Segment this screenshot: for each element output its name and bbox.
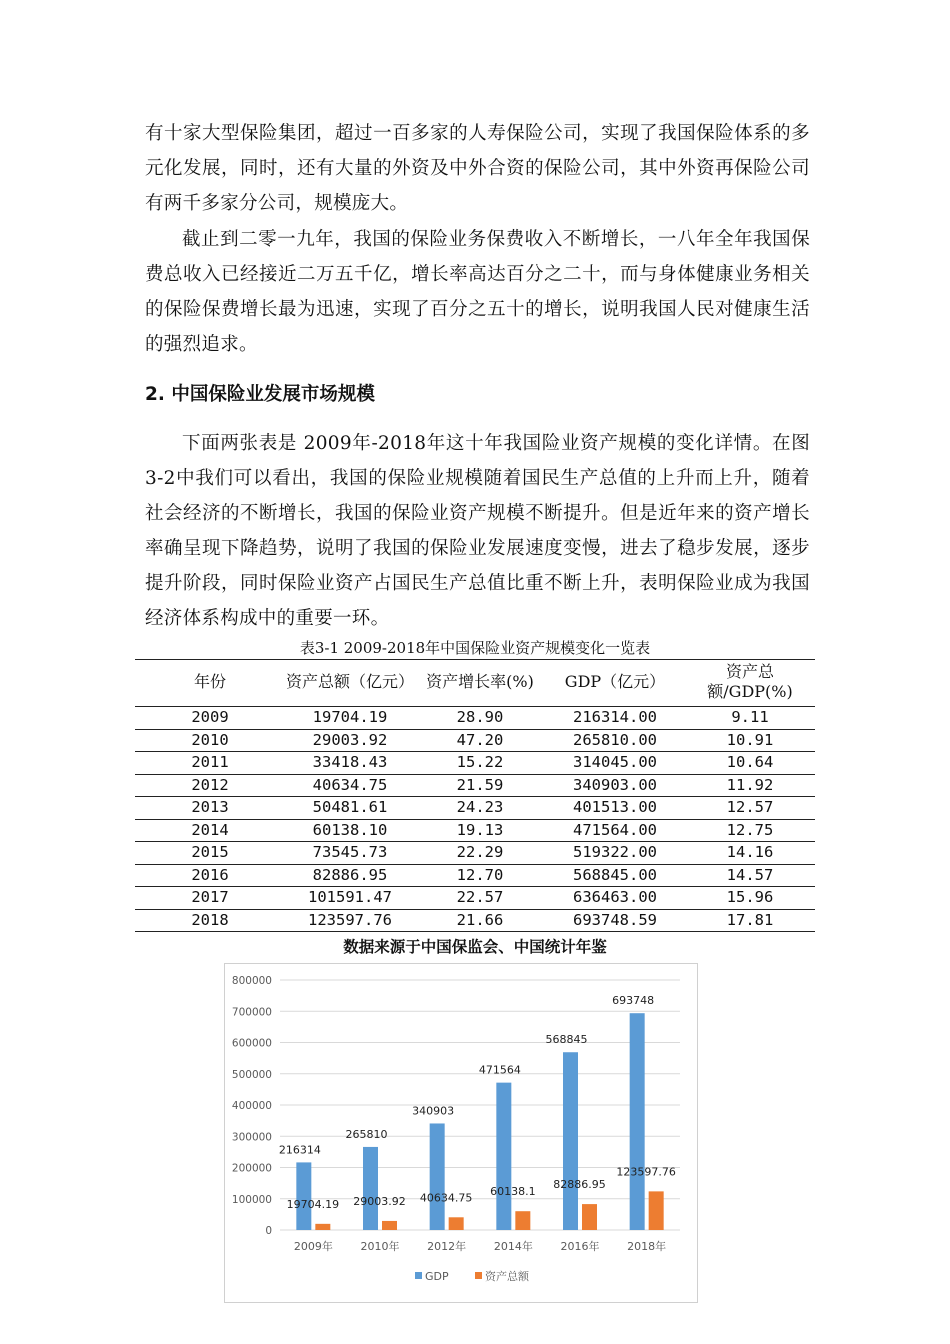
- y-tick-label: 0: [265, 1225, 272, 1237]
- y-tick-label: 800000: [231, 975, 272, 987]
- table-cell: 2013: [135, 797, 285, 820]
- table-row: [135, 819, 815, 842]
- table-cell: 2011: [135, 752, 285, 775]
- table-cell: 10.91: [685, 729, 815, 752]
- table-cell: 401513.00: [545, 797, 685, 820]
- table-cell: 24.23: [415, 797, 545, 820]
- table-cell: 14.57: [685, 864, 815, 887]
- gdp-data-label: 568845: [545, 1033, 588, 1047]
- gdp-bar: [496, 1083, 511, 1230]
- gdp-bar: [563, 1052, 578, 1230]
- y-tick-label: 300000: [231, 1131, 272, 1144]
- assets-bar: [449, 1217, 464, 1230]
- table-row: [135, 887, 815, 910]
- x-tick-label: 2018年: [627, 1240, 667, 1253]
- legend-assets-swatch: [475, 1272, 482, 1279]
- paragraph-3: 下面两张表是 2009年-2018年这十年我国险业资产规模的变化详情。在图3-2中我们可以看出，我国的保险业规模随着国民生产总值的上升而上升，随着社会经济的不断增长，我国的保险业资产规模不断提升。但是近年来的资产增长率确呈现下降趋势，说明了我国的保险业发展速度变慢，进去了稳步发展，逐步提升阶段，同时保险业资产占国民生产总值比重不断上升，表明保险业成为我国经济体系构成中的重要一环。: [145, 433, 810, 629]
- table-cell: 12.75: [685, 819, 815, 842]
- table-cell: 28.90: [415, 707, 545, 730]
- assets-bar: [649, 1191, 664, 1230]
- table-cell: 2017: [135, 887, 285, 910]
- table-cell: 21.66: [415, 909, 545, 932]
- table-cell: 9.11: [685, 707, 815, 730]
- table-cell: 15.22: [415, 752, 545, 775]
- table-cell: 22.29: [415, 842, 545, 865]
- table-cell: 471564.00: [545, 819, 685, 842]
- table-cell: 33418.43: [285, 752, 415, 775]
- table-cell: 2016: [135, 864, 285, 887]
- table-cell: 2014: [135, 819, 285, 842]
- table-cell: 50481.61: [285, 797, 415, 820]
- table-row: [135, 842, 815, 865]
- assets-bar: [315, 1224, 330, 1230]
- assets-bar: [582, 1204, 597, 1230]
- x-tick-label: 2009年: [293, 1240, 333, 1253]
- table-row: [135, 774, 815, 797]
- data-source-note: 数据来源于中国保监会、中国统计年鉴: [343, 938, 607, 956]
- table-header-row: [135, 660, 815, 707]
- assets-data-label: 40634.75: [419, 1191, 473, 1205]
- y-tick-label: 400000: [231, 1100, 272, 1112]
- table-cell: 40634.75: [285, 774, 415, 797]
- table-cell: 2018: [135, 909, 285, 932]
- y-tick-label: 200000: [231, 1162, 272, 1175]
- legend-assets-label: 资产总额: [485, 1270, 529, 1283]
- assets-bar: [515, 1211, 530, 1230]
- legend-gdp-swatch: [415, 1272, 422, 1279]
- gdp-data-label: 265810: [345, 1127, 388, 1141]
- table-row: [135, 797, 815, 820]
- table-cell: 82886.95: [285, 864, 415, 887]
- table-cell: 636463.00: [545, 887, 685, 910]
- table-cell: 22.57: [415, 887, 545, 910]
- y-tick-label: 700000: [231, 1006, 272, 1019]
- header-gdp: GDP（亿元）: [545, 660, 685, 707]
- gdp-data-label: 340903: [412, 1104, 455, 1118]
- assets-data-label: 60138.1: [490, 1185, 536, 1199]
- table-cell: 15.96: [685, 887, 815, 910]
- assets-data-label: 29003.92: [353, 1194, 406, 1208]
- table-cell: 10.64: [685, 752, 815, 775]
- table-cell: 14.16: [685, 842, 815, 865]
- x-tick-label: 2012年: [427, 1240, 467, 1253]
- table-cell: 19.13: [415, 819, 545, 842]
- gdp-data-label: 693748: [612, 994, 655, 1008]
- y-tick-label: 500000: [231, 1068, 272, 1081]
- table-cell: 21.59: [415, 774, 545, 797]
- paragraph-1: 有十家大型保险集团，超过一百多家的人寿保险公司，实现了我国保险体系的多元化发展，同时，还有大量的外资及中外合资的保险公司，其中外资再保险公司有两千多家分公司，规模庞大。: [145, 123, 810, 214]
- table-cell: 314045.00: [545, 752, 685, 775]
- header-year: 年份: [135, 660, 285, 707]
- table-caption: 表3-1 2009-2018年中国保险业资产规模变化一览表: [299, 639, 651, 657]
- header-growth: 资产增长率(%): [415, 660, 545, 707]
- table-cell: 693748.59: [545, 909, 685, 932]
- y-tick-label: 100000: [231, 1193, 272, 1206]
- table-cell: 11.92: [685, 774, 815, 797]
- table-cell: 568845.00: [545, 864, 685, 887]
- table-row: [135, 752, 815, 775]
- gdp-bar: [296, 1162, 311, 1230]
- table-cell: 265810.00: [545, 729, 685, 752]
- table-cell: 123597.76: [285, 909, 415, 932]
- x-tick-label: 2010年: [360, 1240, 400, 1253]
- table-cell: 519322.00: [545, 842, 685, 865]
- gdp-assets-chart: [224, 963, 698, 1303]
- header-ratio: 资产总额/GDP(%): [685, 660, 815, 707]
- table-cell: 2015: [135, 842, 285, 865]
- table-cell: 12.70: [415, 864, 545, 887]
- table-cell: 216314.00: [545, 707, 685, 730]
- table-cell: 2012: [135, 774, 285, 797]
- table-row: [135, 707, 815, 730]
- chart-svg: [225, 964, 697, 1302]
- table-row: [135, 909, 815, 932]
- y-tick-label: 600000: [231, 1037, 272, 1050]
- assets-bar: [382, 1221, 397, 1230]
- gdp-bar: [363, 1147, 378, 1230]
- legend-gdp-label: GDP: [425, 1270, 449, 1283]
- table-cell: 101591.47: [285, 887, 415, 910]
- assets-data-label: 82886.95: [553, 1178, 606, 1192]
- table-cell: 2009: [135, 707, 285, 730]
- x-tick-label: 2016年: [560, 1240, 600, 1253]
- table-row: [135, 864, 815, 887]
- table-cell: 2010: [135, 729, 285, 752]
- table-cell: 340903.00: [545, 774, 685, 797]
- table-cell: 19704.19: [285, 707, 415, 730]
- table-row: [135, 729, 815, 752]
- paragraph-2: 截止到二零一九年，我国的保险业务保费收入不断增长，一八年全年我国保费总收入已经接近二万五千亿，增长率高达百分之二十，而与身体健康业务相关的保险保费增长最为迅速，实现了百分之五十的增长，说明我国人民对健康生活的强烈追求。: [145, 229, 810, 355]
- gdp-data-label: 471564: [478, 1063, 521, 1077]
- table-cell: 29003.92: [285, 729, 415, 752]
- table-cell: 47.20: [415, 729, 545, 752]
- table-body: [135, 707, 815, 932]
- assets-data-label: 19704.19: [286, 1197, 340, 1211]
- table-cell: 12.57: [685, 797, 815, 820]
- x-tick-label: 2014年: [493, 1240, 533, 1253]
- assets-data-label: 123597.76: [616, 1165, 676, 1179]
- gdp-bar: [430, 1123, 445, 1230]
- table-cell: 73545.73: [285, 842, 415, 865]
- table-cell: 60138.10: [285, 819, 415, 842]
- gdp-bar: [630, 1013, 645, 1230]
- section-heading: 2. 中国保险业发展市场规模: [145, 384, 375, 405]
- table-cell: 17.81: [685, 909, 815, 932]
- asset-scale-table: [135, 659, 815, 932]
- header-assets: 资产总额（亿元）: [285, 660, 415, 707]
- gdp-data-label: 216314: [278, 1143, 321, 1157]
